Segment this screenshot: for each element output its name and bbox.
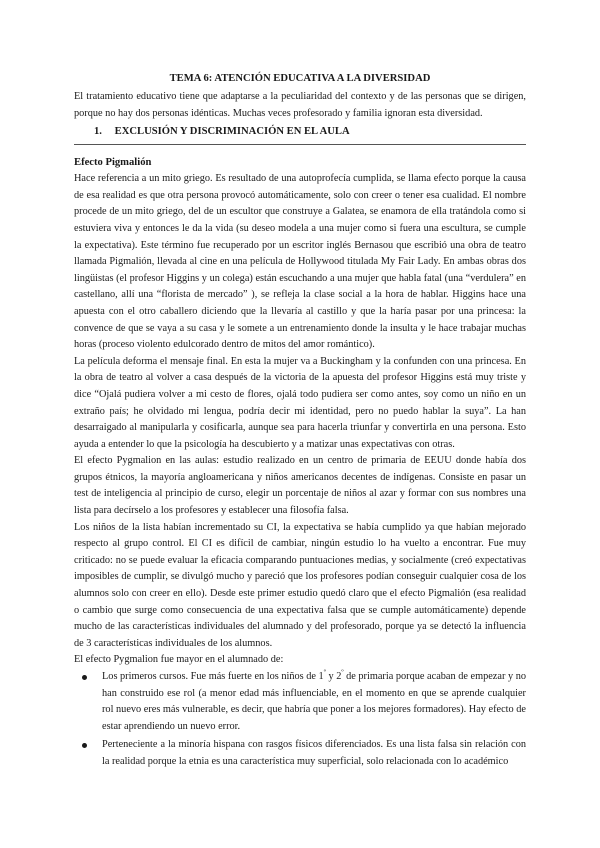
list-item-text-start: Los primeros cursos. Fue más fuerte en los niños de 1 [102,671,324,682]
paragraph: La película deforma el mensaje final. En esta la mujer va a Buckingham y la confunden con una princesa. En la obra de teatro al volver a casa después de la victoria de la apuesta del profesor Higgins está muy triste y dice “Ojalá pudiera volver a mi cesto de flores, ojalá todo pudiera ser como antes, soy como un niño en un extraño país; he olvidado mi lengua, podría decir mi identidad, pero no puedo hablar la suya”. La han desarraigado al manipularla y cosificarla, aunque sea para hacerla triunfar y convertirla en una persona. Esto ayuda a entender lo que la psicología ha descubierto y a matizar unas expectativas con otras. [74,355,526,450]
paragraph: Hace referencia a un mito griego. Es resultado de una autoprofecía cumplida, se llama efecto porque la causa de esa realidad es que otra persona provocó automáticamente, solo con creer o tener esa cualidad. El nombre procede de un mito griego, del de un escultor que construye a Galatea, se enamora de ella tratándola como si estuviera viva y entonces le da la vida (su deseo modela a una mujer como si fuera una escultura, se cumple la expectativa). Este término fue recuperado por un escritor inglés Bernasou que escribió una obra de teatro llamada Pigmalión, llevada al cine en una película de Hollywood titulada My Fair Lady. En ambas obras dos lingüistas (el profesor Higgins y un colega) están escuchando a una mujer que habla fatal (una “verdulera” en castellano, allí una “florista de mercado” ), se refleja la clase social a la hora de hablar. Higgins hace una apuesta con el otro caballero diciendo que la llevaría al castillo y que la haría pasar por una princesa: la convence de que se vaya a su casa y le somete a un entrenamiento donde la insulta y le hace trabajar muchas horas (proceso violento edulcorado dentro de mitos del amor romántico). [74,173,526,351]
paragraph: El efecto Pygmalion en las aulas: estudio realizado en un centro de primaria de EEUU donde había dos grupos étnicos, la mayoría angloamericana y niños americanos decentes de indígenas. Consiste en pasar un test de inteligencia al principio de curso, elegir un porcentaje de niños al azar y formar con sus nombres una lista para decírselo a los profesores y establecer una filosofía falsa. [74,455,526,517]
section-heading [94,124,526,140]
body-text [74,171,526,669]
bullet-list [74,669,526,771]
ordinal-sup: º [323,668,326,677]
list-item-text-end: de primaria porque acaban de empezar y no han construido ese rol (a menor edad más influenciable, en el momento en que se aprende cualquier rol nuevo eres más vulnerable, es decir, que habría que poner a los mejores formadores). Hay efecto de estar aprendiendo un nuevo error. [102,671,526,732]
paragraph: Los niños de la lista habían incrementado su CI, la expectativa se había cumplido ya que habían mejorado respecto al grupo control. El CI es difícil de cambiar, ningún estudio lo ha vuelto a encontrar. Fue muy criticado: no se puede evaluar la eficacia comparando puntuaciones medias, y socialmente (creó expectativas imposibles de cumplir, se divulgó mucho y pareció que los profesores podían conseguir cualquier cosa de los alumnos solo con creer en ello). Desde este primer estudio quedó claro que el efecto Pigmalión (esa realidad o cambio que surge como consecuencia de una expectativa falsa que se cumple automáticamente) depende mucho de las características individuales del alumnado y del profesorado, porque ya se detectó la influencia de 3 características individuales de los alumnos. [74,521,526,649]
list-item [74,669,526,735]
section-number: 1. [94,126,102,138]
subheading-efecto-pigmalion: Efecto Pigmalión [74,157,152,169]
section-heading-text: EXCLUSIÓN Y DISCRIMINACIÓN EN EL AULA [114,126,350,138]
page-content [74,72,526,773]
bullet-icon [82,675,87,680]
bullet-icon [82,743,87,748]
ordinal-sup: º [341,668,344,677]
list-item-text-mid: y 2 [325,671,342,682]
horizontal-rule [74,144,526,145]
page-title: TEMA 6: ATENCIÓN EDUCATIVA A LA DIVERSIDAD [169,73,431,84]
intro-paragraph: El tratamiento educativo tiene que adaptarse a la peculiaridad del contexto y de las personas que se dirigen, porque no hay dos personas idénticas. Muchas veces profesorado y familia ignoran esta diversidad. [74,91,526,119]
paragraph: El efecto Pygmalion fue mayor en el alumnado de: [74,654,284,666]
list-item-text: Perteneciente a la minoría hispana con rasgos físicos diferenciados. Es una lista falsa sin relación con la realidad porque la etnia es una característica muy superficial, solo relacionada con lo académico [102,739,526,767]
list-item [74,737,526,770]
